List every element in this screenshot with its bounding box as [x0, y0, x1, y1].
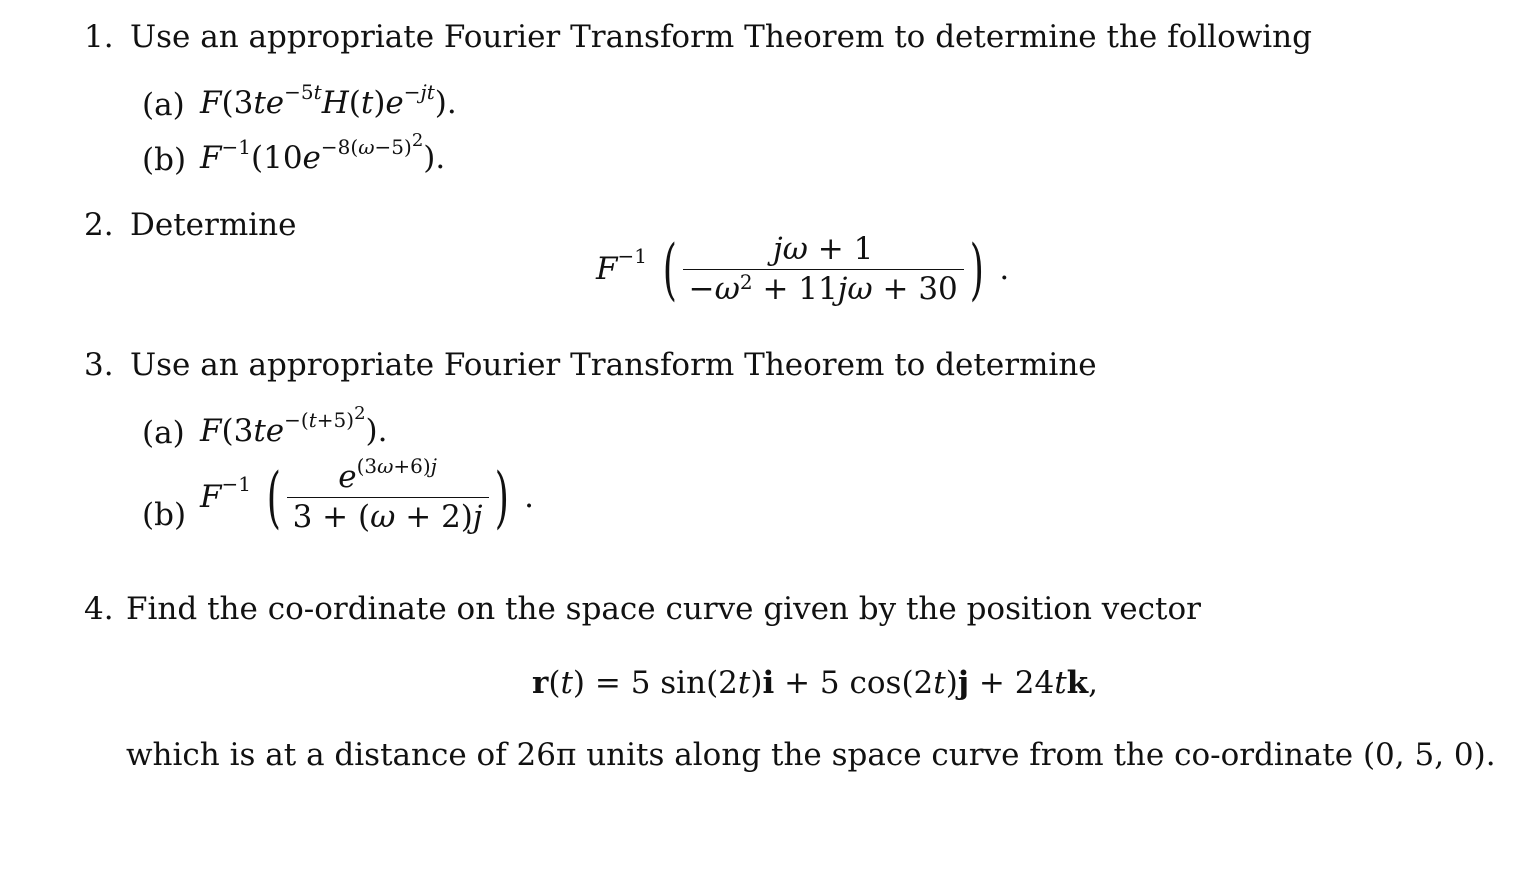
- q3b-label: (b): [142, 497, 187, 533]
- q3b-expression: $F^{-1}$ ( $\frac{e^{(3\omega+6)j}}{3 + (\omega + 2)j}$ ) .: [200, 454, 534, 536]
- q1b-label: (b): [142, 142, 187, 178]
- q2-number: 2.: [84, 207, 114, 243]
- q1a-label: (a): [142, 87, 185, 123]
- q1-prompt: Use an appropriate Fourier Transform Theorem to determine the following: [130, 19, 1312, 55]
- q4-position-vector: r(t) = 5 sin(2t)i + 5 cos(2t)j + 24tk,: [532, 665, 1099, 701]
- q4-prompt: Find the co-ordinate on the space curve given by the position vector: [126, 591, 1201, 627]
- q4-number: 4.: [84, 591, 114, 627]
- q1b-expression: $F^{-1}(10e^{-8(\omega-5)2})$.: [200, 130, 446, 176]
- q3-number: 3.: [84, 347, 114, 383]
- q2-prompt: Determine: [130, 207, 297, 243]
- q3-prompt: Use an appropriate Fourier Transform Theorem to determine: [130, 347, 1097, 383]
- q2-expression: $F^{-1}$ ( $\frac{j\omega + 1}{-\omega^2 + 11j\omega + 30}$ ) .: [596, 230, 1010, 308]
- q1a-expression: $F(3te^{-5t}H(t)e^{-jt})$.: [200, 80, 457, 121]
- q4-closing: which is at a distance of 26π units along the space curve from the co-ordinate (0, 5, 0).: [126, 737, 1496, 773]
- q3a-label: (a): [142, 415, 185, 451]
- q1-number: 1.: [84, 19, 114, 55]
- q3a-expression: $F(3te^{-(t+5)2})$.: [200, 403, 388, 449]
